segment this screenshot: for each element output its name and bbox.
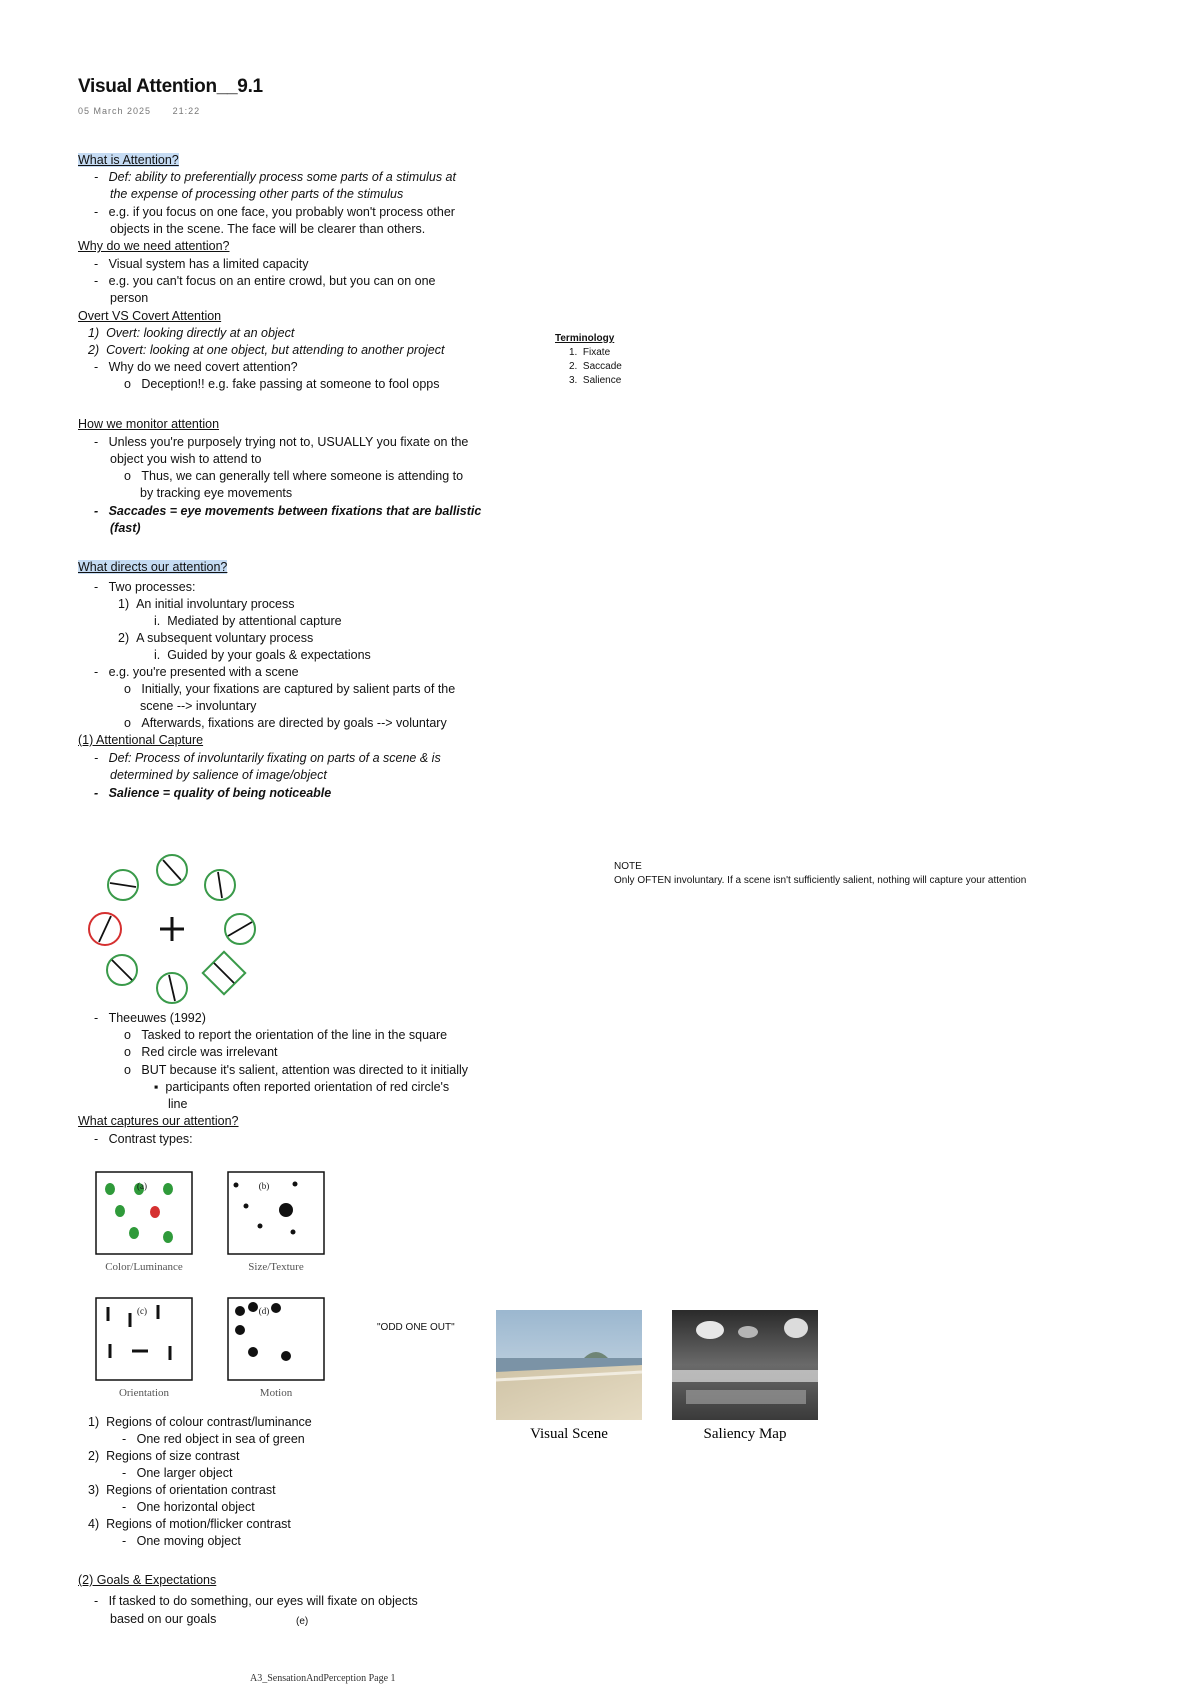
example-face-2: objects in the scene. The face will be clearer than others. (110, 222, 426, 236)
def-attention-1: Def: ability to preferentially process some parts of a stimulus at (108, 170, 456, 184)
marker-a: (a) (137, 1181, 147, 1191)
notes-column: What is Attention? - Def: ability to preferentially process some parts of a stimulus at the expense of processing other parts of the stimulus - e.g. if you focus on one face, you probably won't process other objects in the scene. The face will be clearer than others. Why do we need attention? - Visual system has a limited capacity - e.g. you can't focus on an entire crowd, but you can on one person Overt VS Covert Attention 1) Overt: looking directly at an object 2) Covert: looking at one object, but attending to another project - Why do we need covert attention? o Deception!! e.g. fake passing at someone to fool opps How we monitor attention - Unless you're purposely trying not to, USUALLY you fixate on the object you wish to attend to o Thus, we can generally tell where someone is attending to by tracking eye movements - Saccades = eye movements between fixations that are ballistic (fast) What directs our attention? - Two processes: 1) An initial involuntary process i. Mediated by attentional capture 2) A subsequent voluntary process i. Guided by your goals & expectations - e.g. you're presented with a scene o Initially, your fixations are captured by salient parts of the scene --> involuntary o Afterwards, fixations are directed by goals --> voluntary (1) Attentional Capture - Def: Process of involuntarily fixating on parts of a scene & is determined by salience of image/object - Salience = quality of being noticeable - Theeuwes (1992) o Tasked to report the orientation of the line in the square o Red circle was irrelevant o BUT because it's salient, attention was directed to it initially ▪ participants often reported orientation of red circle's line What captures our attention? - Contrast types: 1) Regions of colour contrast/luminance - One red object in sea of green 2) Regions of size contrast - One larger object 3) Regions of orientation contrast - One horizontal object 4) Regions of motion/flicker contrast - One moving object (2) Goals & Expectations - If tasked to do something, our eyes will fixate on objects based on our goals (e) (78, 152, 498, 1652)
process-1-sub: Mediated by attentional capture (167, 614, 342, 628)
process-1: An initial involuntary process (136, 597, 295, 611)
capture-def-2: determined by salience of image/object (110, 768, 327, 782)
note-text: Only OFTEN involuntary. If a scene isn't sufficiently salient, nothing will capture your attention (614, 875, 1027, 886)
saliency-figure (496, 1310, 826, 1450)
contrast-types: Contrast types: (108, 1132, 193, 1146)
heading-attentional-capture: (1) Attentional Capture (78, 733, 204, 747)
date-text: 05 March 2025 (78, 106, 152, 116)
page-date (78, 106, 200, 116)
scene-sub1b: scene --> involuntary (140, 699, 257, 713)
red-dot (150, 1206, 160, 1218)
saccades-def-1: Saccades = eye movements between fixations that are ballistic (108, 504, 482, 518)
covert-deception: Deception!! e.g. fake passing at someone to fool opps (141, 377, 440, 391)
process-2: A subsequent voluntary process (136, 631, 314, 645)
marker-b: (b) (258, 1181, 270, 1191)
theeuwes-sub3: BUT because it's salient, attention was directed to it initially (141, 1063, 468, 1077)
monitor-b1b: object you wish to attend to (110, 452, 262, 466)
label-orientation: Orientation (118, 1387, 170, 1399)
note-title: NOTE (614, 861, 642, 872)
contrast-2: Regions of size contrast (106, 1449, 240, 1463)
example-face-1: e.g. if you focus on one face, you probably won't process other (108, 205, 455, 219)
label-color-luminance: Color/Luminance (105, 1261, 183, 1273)
marker-c: (c) (137, 1306, 147, 1316)
crowd-example-2: person (110, 291, 149, 305)
heading-monitor-attention: How we monitor attention (78, 417, 220, 431)
overt-def: Overt: looking directly at an object (106, 326, 295, 340)
contrast-1: Regions of colour contrast/luminance (106, 1415, 312, 1429)
terminology-box: Terminology 1. Fixate 2. Saccade 3. Salience (555, 332, 675, 388)
odd-one-out-label: "ODD ONE OUT" (377, 1322, 455, 1333)
theeuwes-figure (80, 848, 260, 1010)
page-footer: A3_SensationAndPerception Page 1 (250, 1673, 396, 1684)
heading-what-captures: What captures our attention? (78, 1114, 239, 1128)
saliency-map-caption: Saliency Map (703, 1426, 787, 1442)
large-dot (279, 1203, 293, 1217)
covert-def: Covert: looking at one object, but attending to another project (106, 343, 445, 357)
scene-example: e.g. you're presented with a scene (108, 665, 299, 679)
term-1: Fixate (582, 347, 611, 358)
visual-scene-caption: Visual Scene (530, 1426, 608, 1442)
salience-def: Salience = quality of being noticeable (108, 786, 332, 800)
capture-def-1: Def: Process of involuntarily fixating on parts of a scene & is (108, 751, 441, 765)
term-2: Saccade (582, 361, 622, 372)
label-motion: Motion (259, 1387, 293, 1399)
theeuwes-sub3b: line (168, 1097, 188, 1111)
saliency-map-image (672, 1310, 818, 1420)
page-title: Visual Attention__9.1 (78, 76, 263, 97)
time-text: 21:22 (172, 106, 201, 116)
theeuwes: Theeuwes (1992) (108, 1011, 206, 1025)
monitor-sub-a: Thus, we can generally tell where someone is attending to (141, 469, 464, 483)
goals-b1b: based on our goals (110, 1612, 217, 1626)
monitor-b1a: Unless you're purposely trying not to, USUALLY you fixate on the (108, 435, 469, 449)
terminology-heading: Terminology (555, 333, 615, 344)
contrast-3-sub: One horizontal object (136, 1500, 255, 1514)
term-3: Salience (582, 375, 622, 386)
theeuwes-sub3a: participants often reported orientation of red circle's (165, 1080, 450, 1094)
monitor-sub-b: by tracking eye movements (140, 486, 293, 500)
heading-goals: (2) Goals & Expectations (78, 1573, 217, 1587)
contrast-types-figure (90, 1170, 340, 1410)
contrast-2-sub: One larger object (136, 1466, 233, 1480)
goals-marker: (e) (296, 1616, 309, 1627)
visual-scene-image (496, 1310, 642, 1420)
heading-why-attention: Why do we need attention? (78, 239, 230, 253)
scene-sub2: Afterwards, fixations are directed by goals --> voluntary (141, 716, 447, 730)
label-size-texture: Size/Texture (248, 1261, 304, 1273)
saccades-def-2: (fast) (110, 521, 141, 535)
theeuwes-sub1: Tasked to report the orientation of the line in the square (141, 1028, 448, 1042)
goals-b1a: If tasked to do something, our eyes will fixate on objects (108, 1594, 418, 1608)
limited-capacity: Visual system has a limited capacity (108, 257, 309, 271)
panel-size (228, 1172, 324, 1254)
scene-sub1a: Initially, your fixations are captured by salient parts of the (141, 682, 456, 696)
heading-overt-covert: Overt VS Covert Attention (78, 309, 222, 323)
contrast-3: Regions of orientation contrast (106, 1483, 276, 1497)
note-box (614, 860, 1174, 888)
covert-why: Why do we need covert attention? (108, 360, 298, 374)
two-processes: Two processes: (108, 580, 196, 594)
process-2-sub: Guided by your goals & expectations (167, 648, 371, 662)
heading-what-is-attention: What is Attention? (78, 153, 179, 167)
contrast-1-sub: One red object in sea of green (136, 1432, 305, 1446)
marker-d: (d) (258, 1306, 270, 1316)
def-attention-2: the expense of processing other parts of the stimulus (110, 187, 404, 201)
theeuwes-sub2: Red circle was irrelevant (141, 1045, 278, 1059)
contrast-4-sub: One moving object (136, 1534, 241, 1548)
crowd-example-1: e.g. you can't focus on an entire crowd, but you can on one (108, 274, 436, 288)
contrast-4: Regions of motion/flicker contrast (106, 1517, 291, 1531)
heading-what-directs: What directs our attention? (78, 560, 228, 574)
